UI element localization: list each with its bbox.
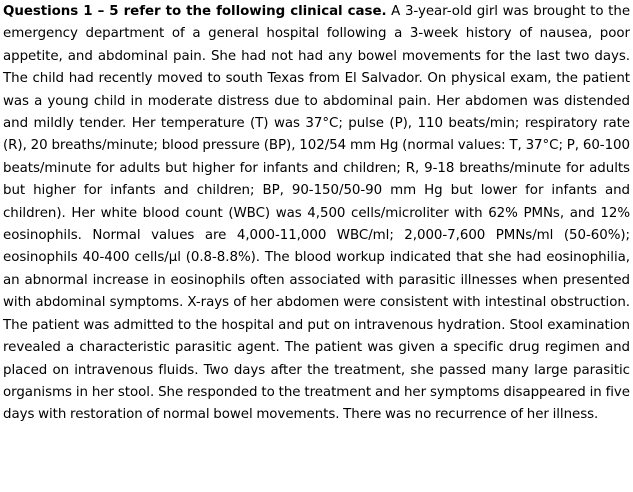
case-description-text: A 3-year-old girl was brought to the emergency department of a general hospital following a 3-week history of nausea, poor appetite, and abdominal pain. She had not had any bowel movements for the last two days. The child had recently moved to south Texas from El Salvador. On physical exam, the patient was a young child in moderate distress due to abdominal pain. Her abdomen was distended and mildly tender. Her temperature (T) was 37°C; pulse (P), 110 beats/min; respiratory rate (R), 20 breaths/minute; blood pressure (BP), 102/54 mm Hg (normal values: T, 37°C; P, 60-100 beats/minute for adults but higher for infants and children; R, 9-18 breaths/minute for adults but higher for infants and children; BP, 90-150/50-90 mm Hg but lower for infants and children). Her white blood count (WBC) was 4,500 cells/microliter with 62% PMNs, and 12% eosinophils. Normal values are 4,000-11,000 WBC/ml; 2,000-7,600 PMNs/ml (50-60%); eosinophils 40-400 cells/µl (0.8-8.8%). The blood workup indicated that she had eosinophilia, an abnormal increase in eosinophils often associated with parasitic illnesses when presented with abdominal symptoms. X-rays of her abdomen were consistent with intestinal obstruction. The patient was admitted to the hospital and put on intravenous hydration. Stool examination revealed a characteristic parasitic agent. The patient was given a specific drug regimen and placed on intravenous fluids. Two days after the treatment, she passed many large parasitic organisms in her stool. She responded to the treatment and her symptoms disappeared in five days with restoration of normal bowel movements. There was no recurrence of her illness.	[3, 4, 631, 423]
questions-lead-heading: Questions 1 – 5 refer to the following clinical case.	[3, 4, 387, 19]
clinical-case-paragraph	[3, 1, 630, 427]
